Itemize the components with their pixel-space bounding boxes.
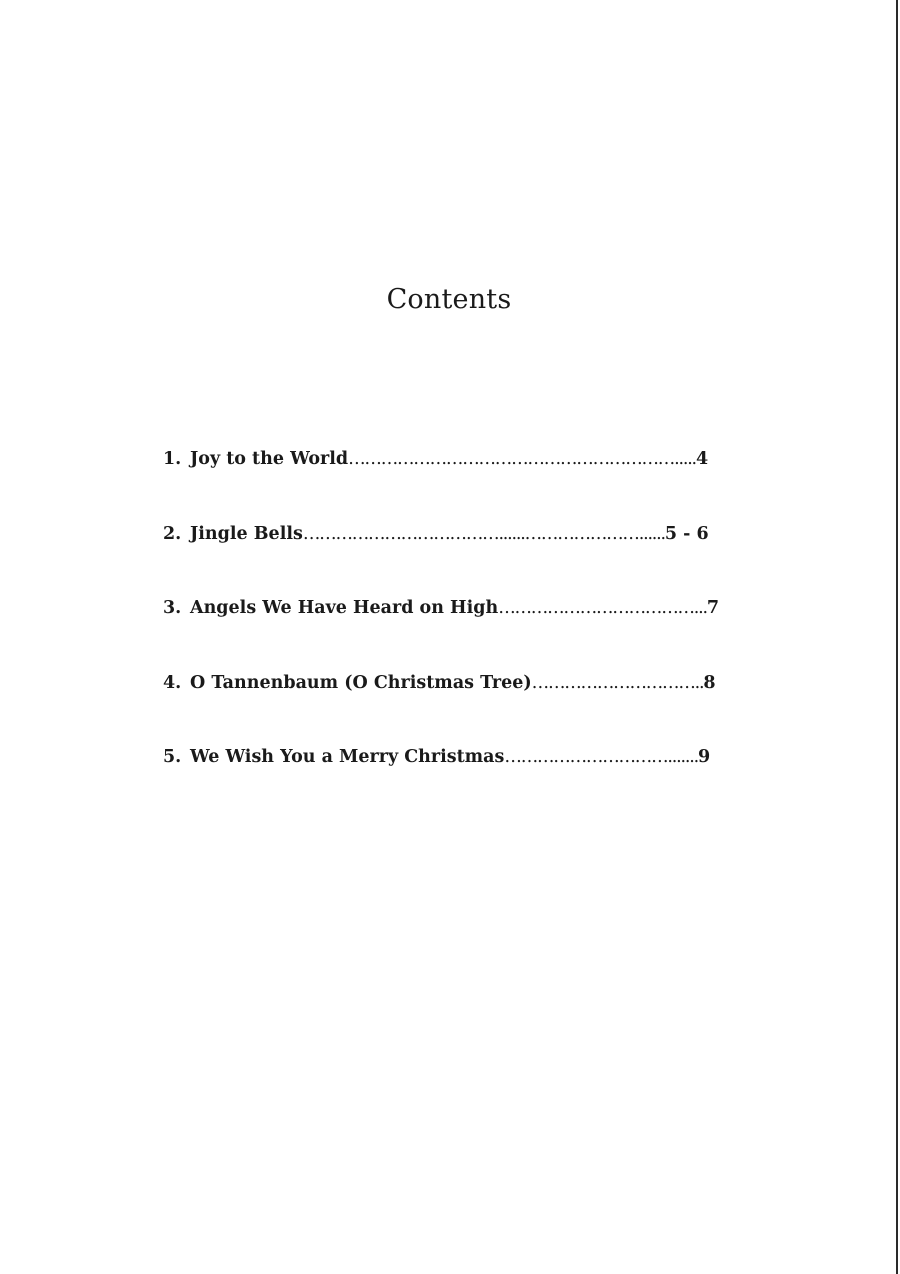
toc-entry-number: 1. xyxy=(163,449,182,469)
toc-entry-title: We Wish You a Merry Christmas xyxy=(190,747,505,767)
toc-entry-number: 4. xyxy=(163,672,182,693)
toc-dot-leader: ……………………………………………………..... xyxy=(348,449,696,469)
toc-dot-leader: ………………………………... xyxy=(498,598,707,618)
toc-dot-leader: …………………………....... xyxy=(504,747,698,767)
toc-entry-joy-to-the-world[interactable] xyxy=(163,449,719,524)
toc-entry-page: 4 xyxy=(695,449,709,469)
page-title: Contents xyxy=(386,284,512,315)
toc-entry-page: 7 xyxy=(706,598,720,618)
toc-entry-angels-we-have-heard-on-high[interactable] xyxy=(163,598,719,673)
toc-entry-number: 2. xyxy=(163,523,182,544)
toc-entry-number: 5. xyxy=(163,747,182,767)
toc-entry-number: 3. xyxy=(163,598,182,618)
toc-entry-title: Jingle Bells xyxy=(190,523,303,544)
toc-dot-leader: ………………………….. xyxy=(531,672,704,693)
toc-entry-title: Angels We Have Heard on High xyxy=(190,598,499,618)
toc-entry-jingle-bells[interactable] xyxy=(163,524,719,599)
toc-entry-title: O Tannenbaum (O Christmas Tree) xyxy=(190,672,532,693)
toc-entry-page: 8 xyxy=(703,672,716,693)
table-of-contents xyxy=(163,449,719,822)
toc-dot-leader: ………………………………......…………………...... xyxy=(302,523,665,544)
toc-entry-page: 9 xyxy=(697,747,711,767)
toc-entry-title: Joy to the World xyxy=(190,449,349,469)
toc-entry-we-wish-you-a-merry-christmas[interactable] xyxy=(163,747,719,822)
toc-entry-o-tannenbaum[interactable] xyxy=(163,673,719,748)
toc-entry-page: 5 - 6 xyxy=(664,523,709,544)
